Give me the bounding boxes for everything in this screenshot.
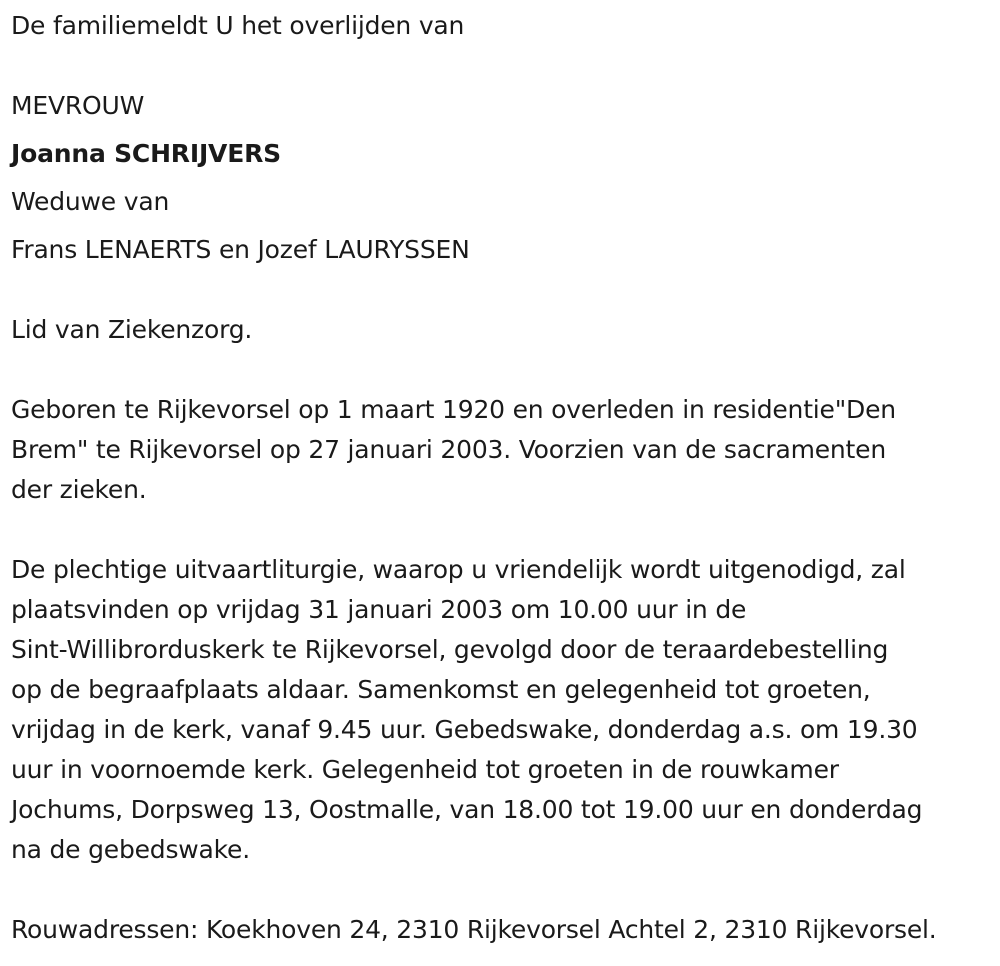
paragraph-line: Sint-Willibrorduskerk te Rijkevorsel, gevolgd door de teraardebestelling [11, 635, 889, 664]
widow-of-label: Weduwe van [11, 187, 170, 216]
birth-death-paragraph [11, 390, 986, 510]
deceased-name: Joanna SCHRIJVERS [11, 139, 281, 168]
paragraph-line: plaatsvinden op vrijdag 31 januari 2003 om 10.00 uur in de [11, 595, 747, 624]
obituary-notice [11, 6, 986, 950]
paragraph-line: Jochums, Dorpsweg 13, Oostmalle, van 18.00 tot 19.00 uur en donderdag [11, 795, 923, 824]
paragraph-line: uur in voornoemde kerk. Gelegenheid tot groeten in de rouwkamer [11, 755, 839, 784]
paragraph-line: Brem" te Rijkevorsel op 27 januari 2003. Voorzien van de sacramenten [11, 435, 886, 464]
membership-text: Lid van Ziekenzorg. [11, 315, 253, 344]
paragraph-line: De plechtige uitvaartliturgie, waarop u vriendelijk wordt uitgenodigd, zal [11, 555, 906, 584]
spouse-names: Frans LENAERTS en Jozef LAURYSSEN [11, 235, 470, 264]
paragraph-line: vrijdag in de kerk, vanaf 9.45 uur. Gebedswake, donderdag a.s. om 19.30 [11, 715, 918, 744]
addresses-text: Rouwadressen: Koekhoven 24, 2310 Rijkevorsel Achtel 2, 2310 Rijkevorsel. [11, 915, 937, 944]
paragraph-line: Geboren te Rijkevorsel op 1 maart 1920 en overleden in residentie"Den [11, 395, 896, 424]
paragraph-line: der zieken. [11, 475, 147, 504]
funeral-paragraph [11, 550, 986, 870]
paragraph-line: na de gebedswake. [11, 835, 250, 864]
honorific-title: MEVROUW [11, 91, 145, 120]
intro-text: De familiemeldt U het overlijden van [11, 11, 465, 40]
paragraph-line: op de begraafplaats aldaar. Samenkomst en gelegenheid tot groeten, [11, 675, 871, 704]
